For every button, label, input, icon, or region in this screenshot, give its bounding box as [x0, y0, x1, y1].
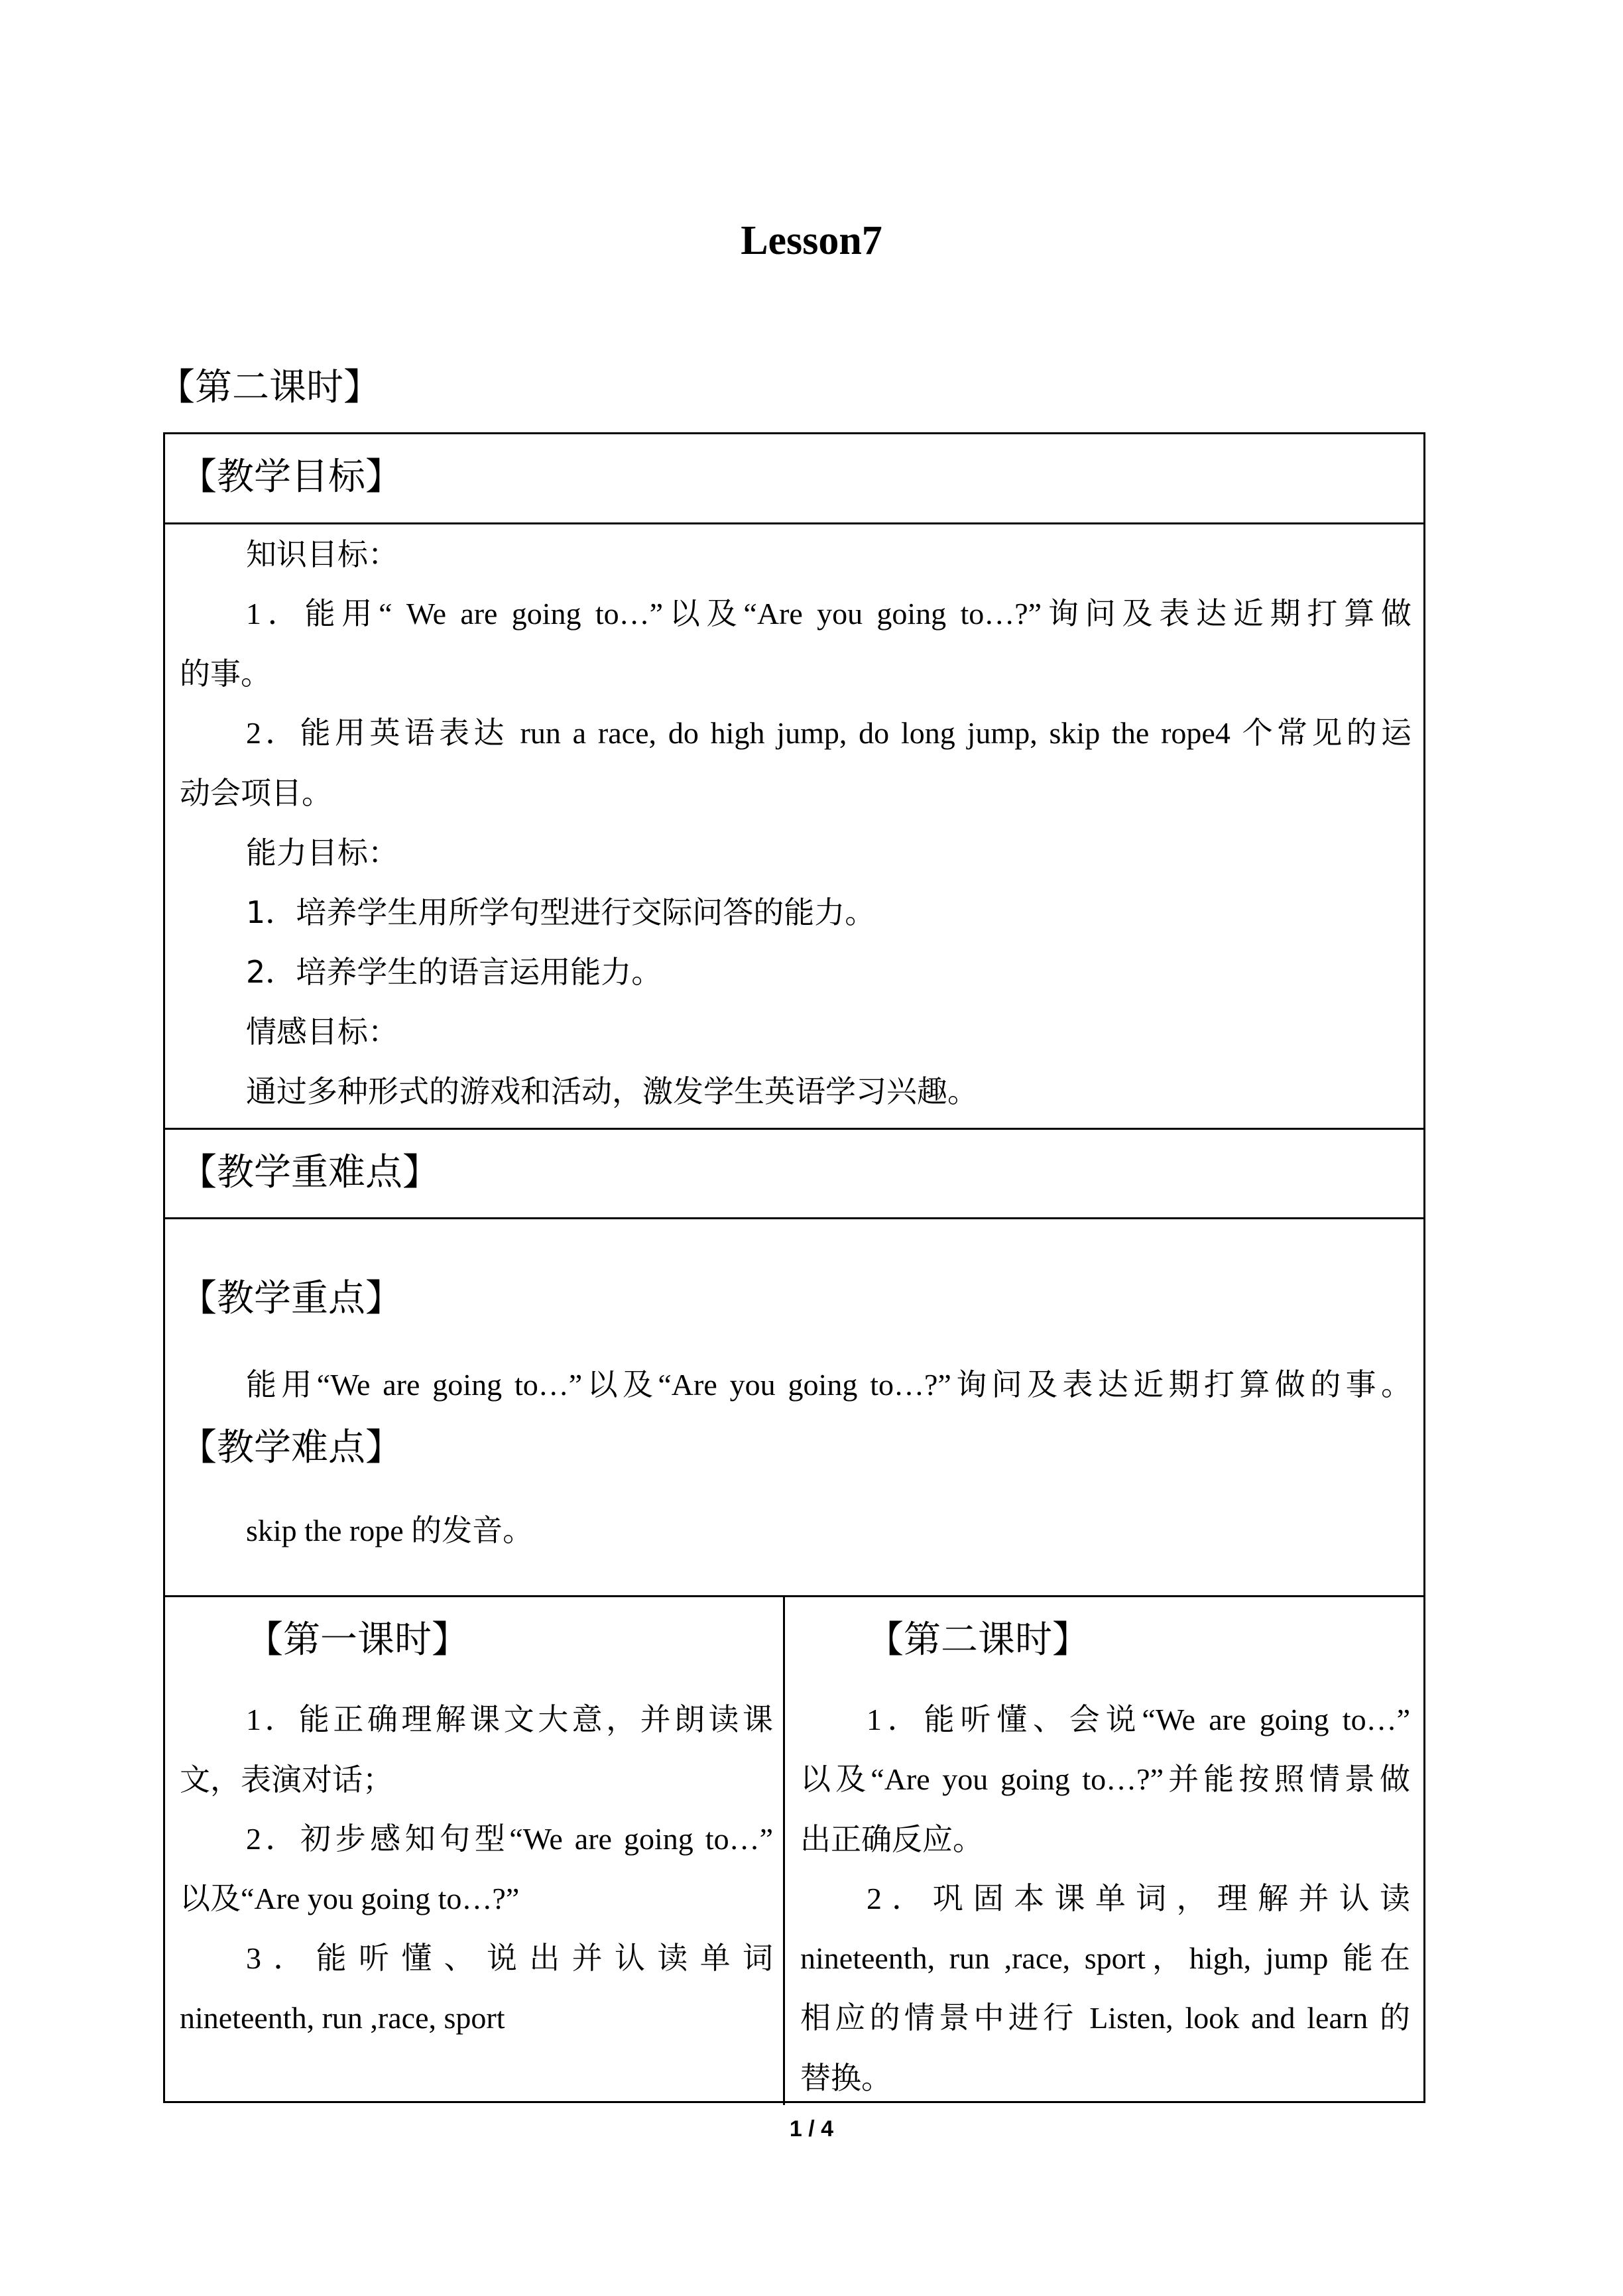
objectives-heading: 【教学目标】 [180, 455, 402, 499]
emotion-objective-1: 通过多种形式的游戏和活动，激发学生英语学习兴趣。 [246, 1073, 978, 1109]
ability-objective-label: 能力目标： [246, 835, 398, 871]
keypoints-content-row [165, 1217, 1423, 1595]
first-period-line2: 文，表演对话； [180, 1762, 393, 1797]
focus-heading: 【教学重点】 [180, 1277, 402, 1320]
first-period-heading: 【第一课时】 [246, 1618, 469, 1662]
emotion-objective-label: 情感目标： [246, 1014, 398, 1050]
document-title: Lesson7 [741, 218, 882, 263]
section-heading: 【第二课时】 [158, 366, 381, 409]
difficulty-heading: 【教学难点】 [180, 1426, 402, 1469]
knowledge-objective-2-line2: 动会项目。 [180, 775, 332, 811]
first-period-line1: 1．能正确理解课文大意，并朗读课 [246, 1703, 773, 1736]
second-period-line5: nineteenth, run ,race, sport，high, jump 能在 [800, 1941, 1410, 1975]
second-period-line3: 出正确反应。 [800, 1821, 983, 1857]
second-period-line1: 1．能听懂、会说“We are going to…” [867, 1703, 1410, 1736]
difficulty-text: skip the rope 的发音。 [246, 1514, 534, 1547]
keypoints-heading-row [165, 1128, 1423, 1217]
first-period-line6: nineteenth, run ,race, sport [180, 2001, 505, 2035]
objectives-content-row [165, 522, 1423, 1128]
objectives-heading-row [165, 434, 1423, 522]
second-period-line2: 以及“Are you going to…?”并能按照情景做 [800, 1762, 1410, 1796]
knowledge-objective-2-line1: 2．能用英语表达 run a race, do high jump, do long jump, skip the rope4 个常见的运 [246, 716, 1412, 750]
second-period-line7: 替换。 [800, 2060, 892, 2096]
keypoints-heading: 【教学重难点】 [180, 1151, 440, 1194]
column-divider [783, 1597, 785, 2105]
ability-objective-1: 1．培养学生用所学句型进行交际问答的能力。 [246, 894, 876, 930]
focus-text: 能用“We are going to…”以及“Are you going to…?”询问及表达近期打算做的事。 [246, 1368, 1412, 1402]
second-period-heading: 【第二课时】 [867, 1618, 1089, 1662]
second-period-line6: 相应的情景中进行 Listen, look and learn 的 [800, 2001, 1410, 2035]
first-period-line4: 以及“Are you going to…?” [180, 1882, 520, 1915]
periods-row [165, 1595, 1423, 2105]
second-period-line4: 2．巩固本课单词，理解并认读 [867, 1882, 1410, 1915]
knowledge-objective-label: 知识目标： [246, 536, 398, 572]
lesson-table [163, 432, 1425, 2103]
knowledge-objective-1-line1: 1．能用“ We are going to…”以及“Are you going to…?”询问及表达近期打算做 [246, 597, 1412, 631]
knowledge-objective-1-line2: 的事。 [180, 656, 271, 692]
first-period-line5: 3．能听懂、说出并认读单词 [246, 1941, 773, 1975]
first-period-line3: 2．初步感知句型“We are going to…” [246, 1822, 773, 1856]
page-number: 1 / 4 [789, 2116, 834, 2142]
ability-objective-2: 2．培养学生的语言运用能力。 [246, 954, 662, 990]
